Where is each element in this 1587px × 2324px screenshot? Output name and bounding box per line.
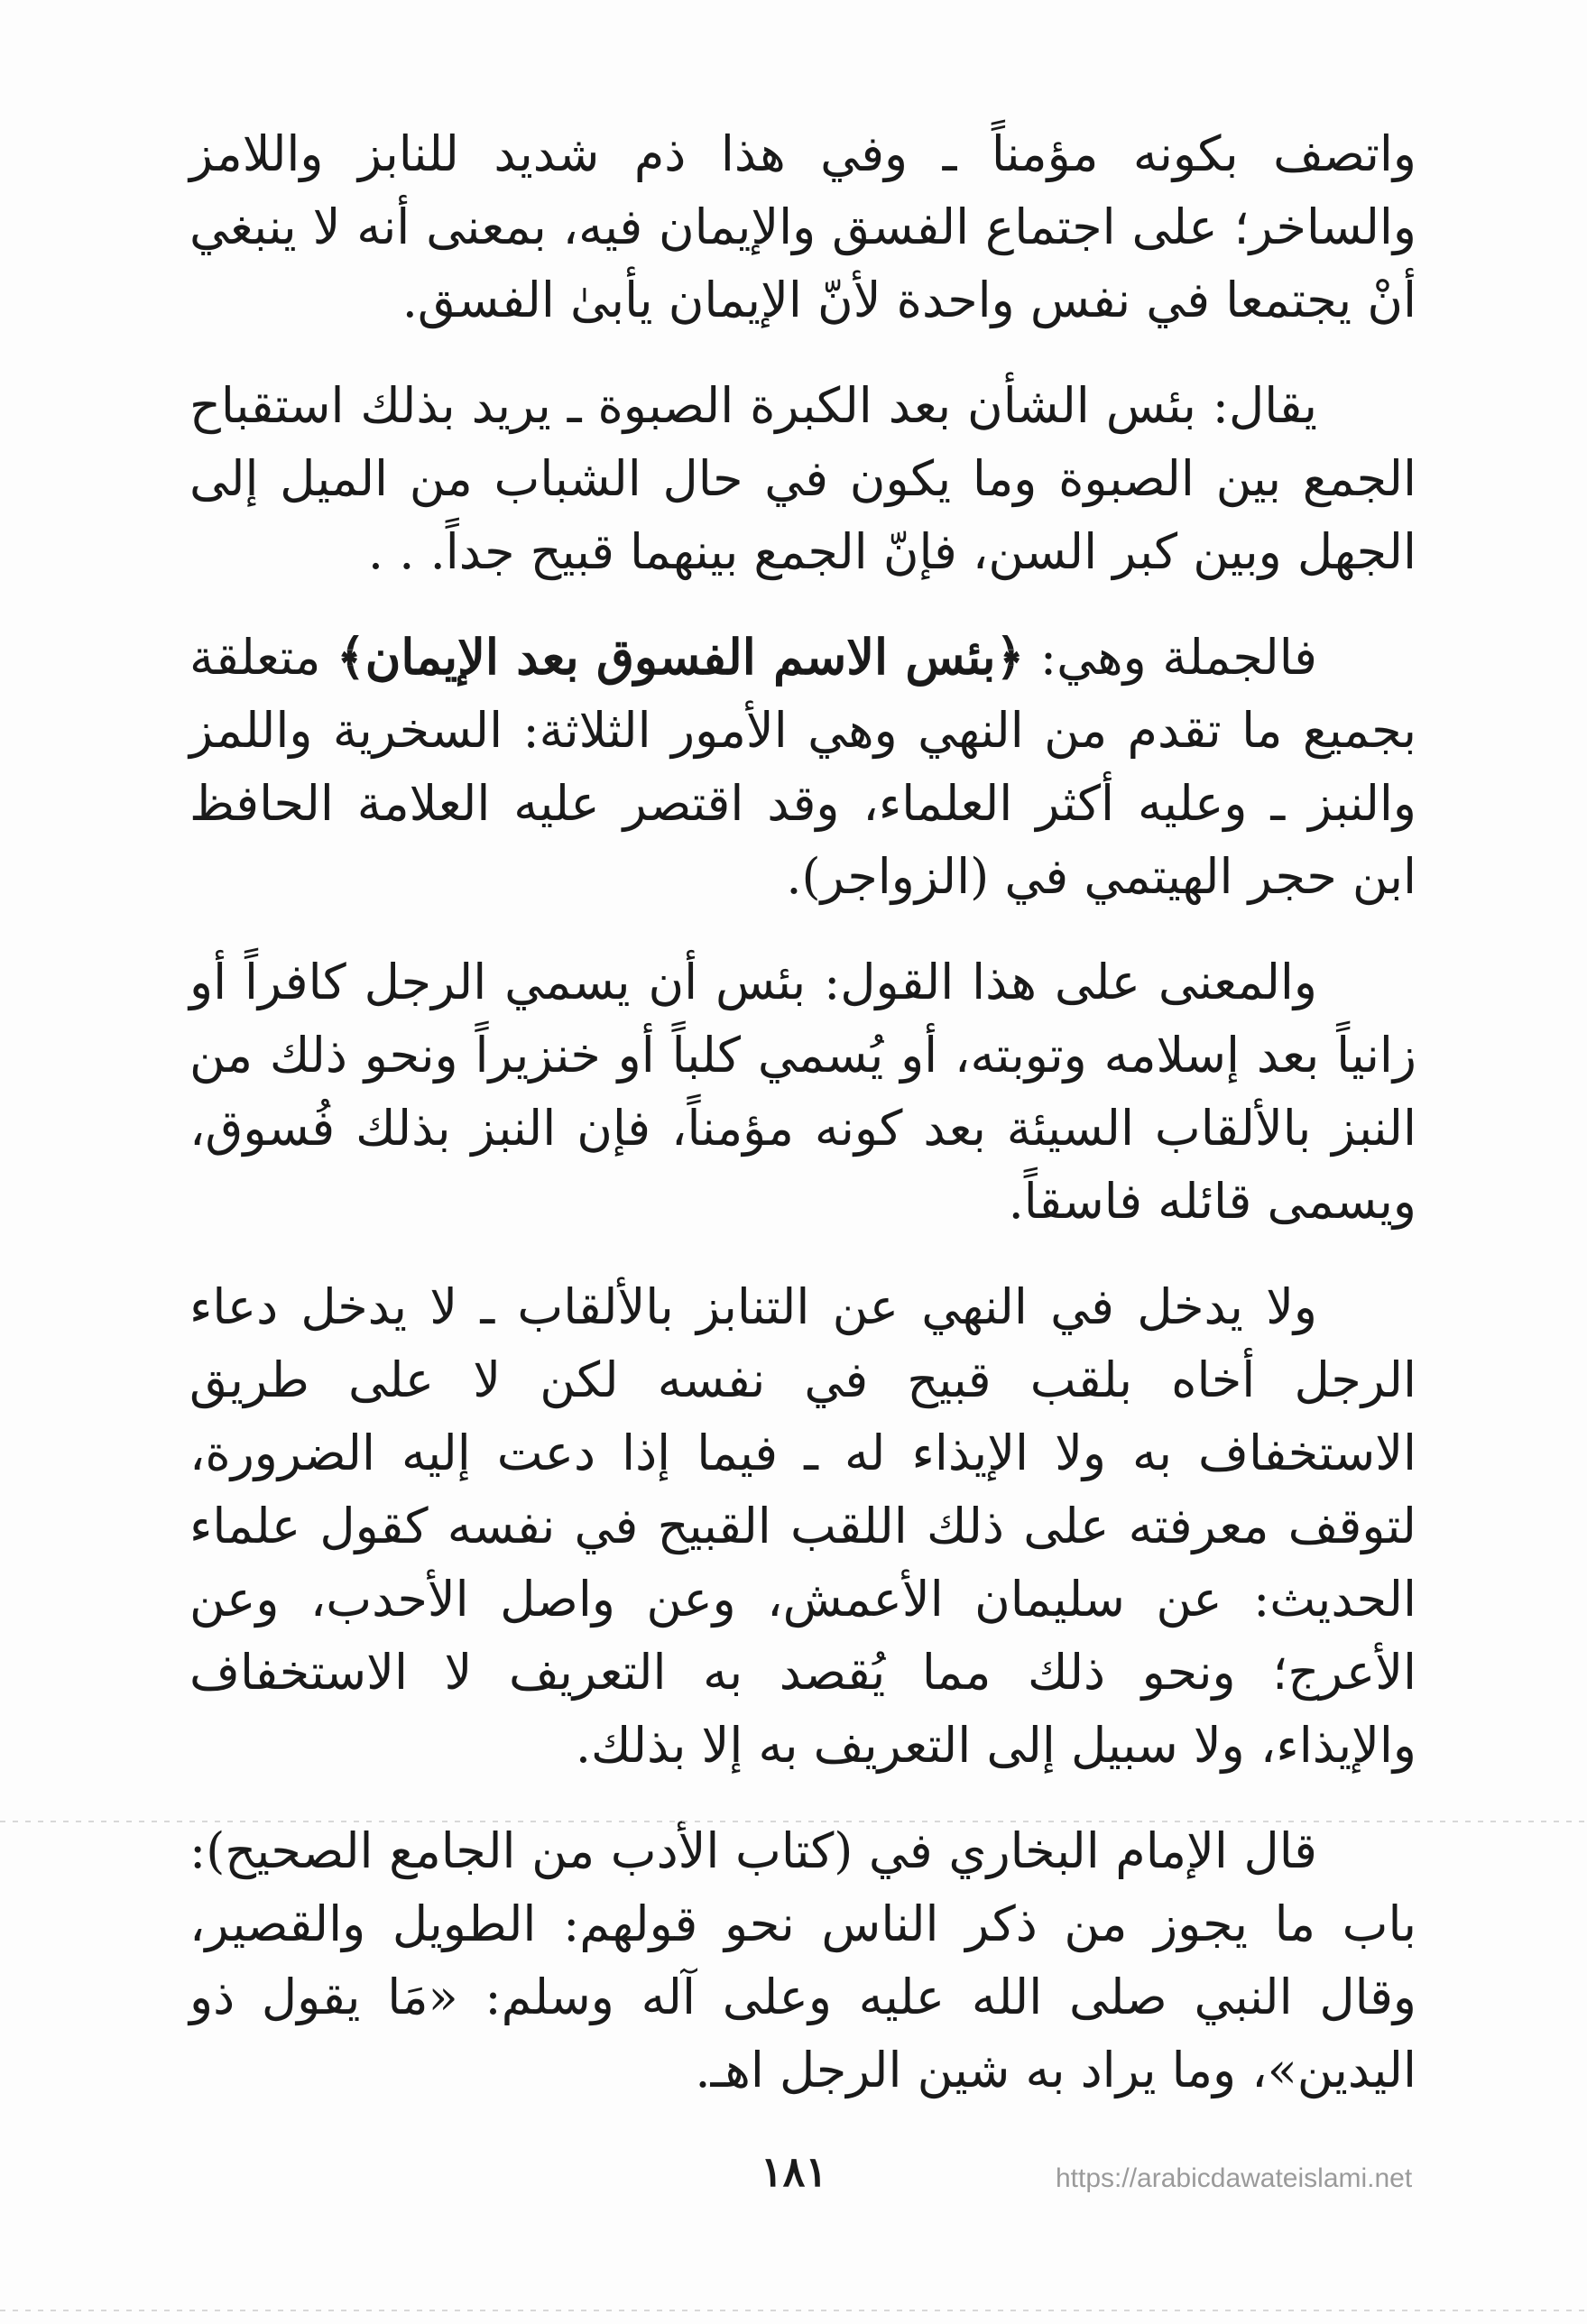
paragraph-4: والمعنى على هذا القول: بئس أن يسمي الرجل كافراً أو زانياً بعد إسلامه وتوبته، أو يُسمي كلباً أو خنزيراً ونحو ذلك من النبز بالألقاب السيئة بعد كونه مؤمناً، فإن النبز بذلك فُسوق، ويسمى قائله فاسقاً.	[189, 954, 1416, 1230]
page-number: ١٨١	[760, 2147, 828, 2196]
quran-quote: ﴿بئس الاسم الفسوق بعد الإيمان﴾	[337, 628, 1025, 686]
paragraph-3	[189, 621, 1416, 913]
scan-artifact-line	[0, 2310, 1587, 2311]
scan-artifact-line	[0, 1821, 1587, 1822]
paragraph-5: ولا يدخل في النهي عن التنابز بالألقاب ـ لا يدخل دعاء الرجل أخاه بلقب قبيح في نفسه لكن لا على طريق الاستخفاف به ولا الإيذاء له ـ فيما إذا دعت إليه الضرورة، لتوقف معرفته على ذلك اللقب القبيح في نفسه كقول علماء الحديث: عن سليمان الأعمش، وعن واصل الأحدب، وعن الأعرج؛ ونحو ذلك مما يُقصد به التعريف لا الاستخفاف والإيذاء، ولا سبيل إلى التعريف به إلا بذلك.	[189, 1278, 1416, 1774]
paragraph-6: قال الإمام البخاري في (كتاب الأدب من الجامع الصحيح): باب ما يجوز من ذكر الناس نحو قولهم: الطويل والقصير، وقال النبي صلى الله عليه وعلى آله وسلم: «مَا يقول ذو اليدين»، وما يراد به شين الرجل اهـ.	[189, 1822, 1416, 2098]
watermark-url: https://arabicdawateislami.net	[1056, 2163, 1413, 2193]
paragraph-2: يقال: بئس الشأن بعد الكبرة الصبوة ـ يريد بذلك استقباح الجمع بين الصبوة وما يكون في حال الشباب من الميل إلى الجهل وبين كبر السن، فإنّ الجمع بينهما قبيح جداً. . .	[189, 377, 1416, 580]
paragraph-1: واتصف بكونه مؤمناً ـ وفي هذا ذم شديد للنابز واللامز والساخر؛ على اجتماع الفسق والإيمان فيه، بمعنى أنه لا ينبغي أنْ يجتمعا في نفس واحدة لأنّ الإيمان يأبىٰ الفسق.	[189, 125, 1416, 328]
paragraph-3-lead: فالجملة وهي:	[1024, 629, 1317, 686]
paragraph-3-rest: متعلقة بجميع ما تقدم من النهي وهي الأمور الثلاثة: السخرية واللمز والنبز ـ وعليه أكثر العلماء، وقد اقتصر عليه العلامة الحافظ ابن حجر الهيتمي في (الزواجر).	[189, 629, 1416, 905]
body-text	[189, 117, 1416, 2139]
